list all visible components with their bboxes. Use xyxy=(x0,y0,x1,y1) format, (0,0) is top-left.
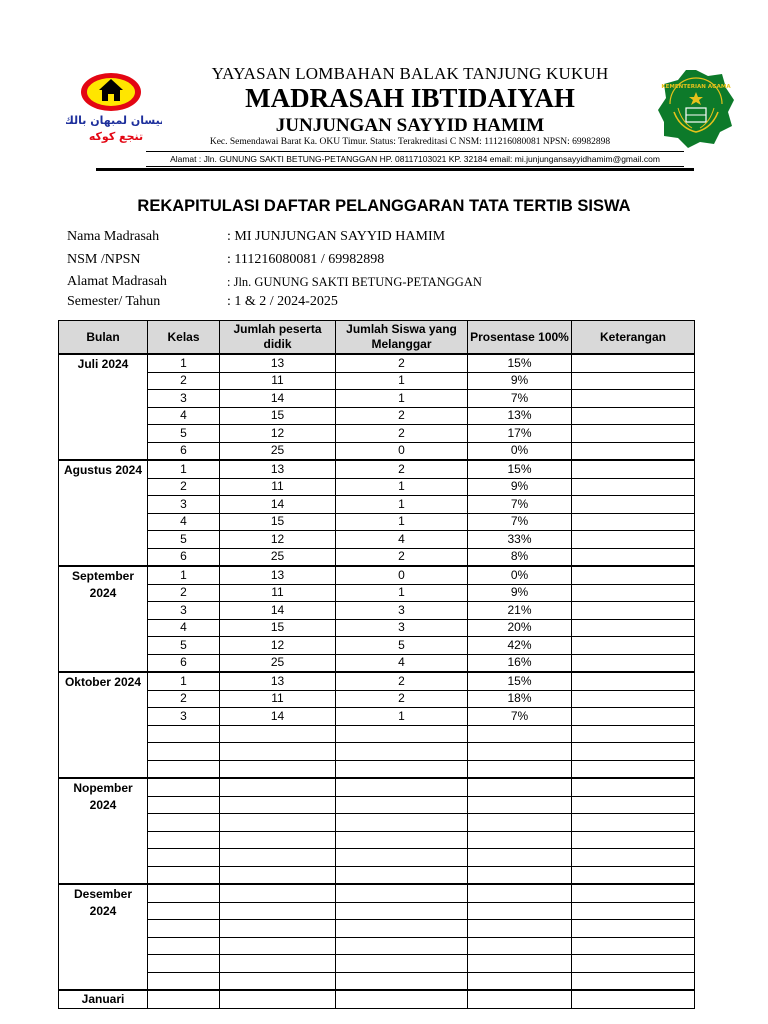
cell-jumlah-melanggar: 1 xyxy=(336,584,468,602)
cell-keterangan xyxy=(572,866,695,884)
cell-jumlah-melanggar: 1 xyxy=(336,708,468,726)
cell-jumlah-peserta: 11 xyxy=(220,690,336,708)
cell-keterangan xyxy=(572,548,695,566)
cell-bulan: Nopember 2024 xyxy=(59,778,148,884)
cell-prosentase: 7% xyxy=(468,708,572,726)
table-row xyxy=(59,690,695,708)
info-label: Semester/ Tahun xyxy=(67,294,161,309)
cell-jumlah-peserta: 12 xyxy=(220,637,336,655)
cell-keterangan xyxy=(572,654,695,672)
cell-jumlah-melanggar: 1 xyxy=(336,513,468,531)
cell-keterangan xyxy=(572,778,695,796)
school-name: JUNJUNGAN SAYYID HAMIM xyxy=(275,115,545,136)
cell-jumlah-peserta xyxy=(220,937,336,955)
cell-jumlah-melanggar: 3 xyxy=(336,602,468,620)
cell-jumlah-melanggar: 2 xyxy=(336,548,468,566)
cell-jumlah-melanggar: 4 xyxy=(336,531,468,549)
table-row xyxy=(59,407,695,425)
cell-jumlah-peserta: 15 xyxy=(220,619,336,637)
cell-jumlah-melanggar: 1 xyxy=(336,478,468,496)
cell-kelas xyxy=(148,814,220,832)
cell-jumlah-melanggar xyxy=(336,990,468,1008)
table-row xyxy=(59,637,695,655)
cell-jumlah-peserta: 25 xyxy=(220,442,336,460)
cell-keterangan xyxy=(572,372,695,390)
cell-jumlah-peserta xyxy=(220,920,336,938)
cell-kelas xyxy=(148,990,220,1008)
table-row xyxy=(59,814,695,832)
col-header-prosentase: Prosentase 100% xyxy=(468,321,572,355)
cell-jumlah-peserta: 13 xyxy=(220,566,336,584)
cell-jumlah-peserta: 13 xyxy=(220,460,336,478)
cell-keterangan xyxy=(572,354,695,372)
cell-jumlah-peserta: 12 xyxy=(220,531,336,549)
cell-jumlah-peserta xyxy=(220,778,336,796)
table-row xyxy=(59,831,695,849)
cell-kelas: 1 xyxy=(148,672,220,690)
cell-prosentase xyxy=(468,814,572,832)
cell-prosentase: 42% xyxy=(468,637,572,655)
cell-jumlah-melanggar: 2 xyxy=(336,407,468,425)
cell-prosentase: 8% xyxy=(468,548,572,566)
cell-prosentase xyxy=(468,725,572,743)
cell-kelas: 3 xyxy=(148,602,220,620)
cell-prosentase xyxy=(468,990,572,1008)
cell-prosentase: 9% xyxy=(468,478,572,496)
cell-jumlah-peserta: 14 xyxy=(220,602,336,620)
cell-jumlah-peserta xyxy=(220,866,336,884)
table-row xyxy=(59,725,695,743)
cell-jumlah-peserta xyxy=(220,955,336,973)
col-header-keterangan: Keterangan xyxy=(572,321,695,355)
cell-keterangan xyxy=(572,496,695,514)
cell-keterangan xyxy=(572,796,695,814)
table-row xyxy=(59,849,695,867)
cell-keterangan xyxy=(572,760,695,778)
table-row xyxy=(59,796,695,814)
table-row xyxy=(59,866,695,884)
table-row xyxy=(59,442,695,460)
table-row xyxy=(59,778,695,796)
cell-prosentase xyxy=(468,866,572,884)
cell-jumlah-peserta: 12 xyxy=(220,425,336,443)
cell-jumlah-peserta xyxy=(220,849,336,867)
cell-prosentase: 0% xyxy=(468,566,572,584)
cell-kelas xyxy=(148,884,220,902)
table-row xyxy=(59,354,695,372)
cell-bulan: Juli 2024 xyxy=(59,354,148,460)
cell-jumlah-melanggar xyxy=(336,760,468,778)
cell-jumlah-melanggar xyxy=(336,831,468,849)
cell-kelas: 6 xyxy=(148,654,220,672)
cell-jumlah-peserta xyxy=(220,725,336,743)
cell-prosentase: 9% xyxy=(468,584,572,602)
cell-kelas: 4 xyxy=(148,619,220,637)
cell-kelas xyxy=(148,972,220,990)
cell-jumlah-melanggar xyxy=(336,778,468,796)
table-row xyxy=(59,902,695,920)
cell-jumlah-melanggar xyxy=(336,884,468,902)
table-row xyxy=(59,566,695,584)
cell-prosentase: 33% xyxy=(468,531,572,549)
cell-jumlah-melanggar xyxy=(336,866,468,884)
violation-table xyxy=(58,320,695,1009)
table-row xyxy=(59,513,695,531)
cell-jumlah-peserta: 11 xyxy=(220,478,336,496)
table-row xyxy=(59,920,695,938)
cell-kelas xyxy=(148,955,220,973)
cell-prosentase: 15% xyxy=(468,354,572,372)
cell-jumlah-peserta: 14 xyxy=(220,708,336,726)
cell-keterangan xyxy=(572,442,695,460)
cell-jumlah-melanggar: 2 xyxy=(336,425,468,443)
cell-jumlah-peserta: 14 xyxy=(220,496,336,514)
cell-jumlah-peserta: 25 xyxy=(220,548,336,566)
cell-keterangan xyxy=(572,884,695,902)
cell-jumlah-melanggar: 2 xyxy=(336,672,468,690)
cell-jumlah-melanggar xyxy=(336,920,468,938)
table-body xyxy=(59,354,695,1008)
cell-kelas: 6 xyxy=(148,548,220,566)
col-header-kelas: Kelas xyxy=(148,321,220,355)
logo-arabic-line1: بيسان لمبهان بالك xyxy=(66,114,162,127)
cell-jumlah-melanggar xyxy=(336,849,468,867)
cell-jumlah-peserta: 15 xyxy=(220,513,336,531)
table-row xyxy=(59,478,695,496)
cell-keterangan xyxy=(572,831,695,849)
cell-jumlah-peserta: 25 xyxy=(220,654,336,672)
cell-jumlah-peserta xyxy=(220,831,336,849)
info-value: : Jln. GUNUNG SAKTI BETUNG-PETANGGAN xyxy=(227,275,482,289)
cell-prosentase: 13% xyxy=(468,407,572,425)
cell-keterangan xyxy=(572,708,695,726)
table-row xyxy=(59,548,695,566)
cell-jumlah-peserta: 11 xyxy=(220,372,336,390)
cell-jumlah-melanggar: 5 xyxy=(336,637,468,655)
cell-kelas: 4 xyxy=(148,513,220,531)
cell-keterangan xyxy=(572,407,695,425)
table-row xyxy=(59,425,695,443)
table-row xyxy=(59,937,695,955)
cell-jumlah-peserta: 15 xyxy=(220,407,336,425)
cell-jumlah-melanggar xyxy=(336,937,468,955)
cell-kelas xyxy=(148,831,220,849)
table-row xyxy=(59,584,695,602)
cell-keterangan xyxy=(572,425,695,443)
cell-keterangan xyxy=(572,672,695,690)
cell-keterangan xyxy=(572,390,695,408)
cell-prosentase xyxy=(468,743,572,761)
cell-prosentase: 20% xyxy=(468,619,572,637)
cell-bulan: Desember 2024 xyxy=(59,884,148,990)
info-value: : MI JUNJUNGAN SAYYID HAMIM xyxy=(227,229,446,244)
cell-prosentase xyxy=(468,902,572,920)
logo-kemenag-text: KEMENTERIAN AGAMA xyxy=(661,84,731,90)
col-header-bulan: Bulan xyxy=(59,321,148,355)
cell-prosentase xyxy=(468,796,572,814)
cell-kelas xyxy=(148,937,220,955)
cell-jumlah-melanggar: 0 xyxy=(336,566,468,584)
col-header-jumlah-peserta: Jumlah peserta didik xyxy=(220,321,336,355)
cell-prosentase: 21% xyxy=(468,602,572,620)
cell-jumlah-melanggar: 1 xyxy=(336,372,468,390)
header-divider xyxy=(96,168,694,171)
cell-keterangan xyxy=(572,478,695,496)
cell-bulan: Agustus 2024 xyxy=(59,460,148,566)
cell-jumlah-melanggar: 2 xyxy=(336,460,468,478)
cell-jumlah-melanggar: 2 xyxy=(336,354,468,372)
cell-prosentase: 9% xyxy=(468,372,572,390)
cell-kelas: 2 xyxy=(148,478,220,496)
cell-keterangan xyxy=(572,531,695,549)
foundation-name: YAYASAN LOMBAHAN BALAK TANJUNG KUKUH xyxy=(211,64,609,83)
cell-kelas: 2 xyxy=(148,372,220,390)
cell-prosentase xyxy=(468,778,572,796)
table-row xyxy=(59,531,695,549)
cell-keterangan xyxy=(572,972,695,990)
cell-bulan: September 2024 xyxy=(59,566,148,672)
school-details: Kec. Semendawai Barat Ka. OKU Timur. Status: Terakreditasi C NSM: 111216080081 NPSN: 69982898 xyxy=(209,137,611,147)
cell-prosentase xyxy=(468,955,572,973)
cell-kelas xyxy=(148,796,220,814)
cell-kelas xyxy=(148,743,220,761)
table-row xyxy=(59,884,695,902)
cell-prosentase xyxy=(468,884,572,902)
info-value: : 111216080081 / 69982898 xyxy=(227,252,385,267)
info-label: NSM /NPSN xyxy=(67,252,141,267)
cell-kelas: 5 xyxy=(148,531,220,549)
cell-keterangan xyxy=(572,725,695,743)
table-row xyxy=(59,760,695,778)
table-row xyxy=(59,654,695,672)
cell-keterangan xyxy=(572,920,695,938)
table-row xyxy=(59,602,695,620)
cell-keterangan xyxy=(572,460,695,478)
cell-jumlah-peserta xyxy=(220,743,336,761)
cell-keterangan xyxy=(572,619,695,637)
cell-keterangan xyxy=(572,690,695,708)
cell-kelas xyxy=(148,866,220,884)
info-label: Nama Madrasah xyxy=(67,229,160,244)
cell-jumlah-peserta xyxy=(220,884,336,902)
kemenag-logo xyxy=(656,68,736,150)
cell-prosentase: 7% xyxy=(468,390,572,408)
school-address: Alamat : Jln. GUNUNG SAKTI BETUNG-PETANGGAN HP. 08117103021 KP. 32184 email: mi.junjungansayyidhamim@gmail.com xyxy=(146,151,684,167)
table-row xyxy=(59,972,695,990)
cell-keterangan xyxy=(572,955,695,973)
yayasan-logo xyxy=(66,70,162,146)
cell-kelas: 5 xyxy=(148,425,220,443)
cell-kelas: 2 xyxy=(148,690,220,708)
table-row xyxy=(59,372,695,390)
cell-keterangan xyxy=(572,902,695,920)
cell-keterangan xyxy=(572,814,695,832)
cell-kelas xyxy=(148,760,220,778)
cell-jumlah-melanggar xyxy=(336,743,468,761)
cell-jumlah-melanggar xyxy=(336,796,468,814)
table-header-row xyxy=(59,321,695,355)
cell-prosentase xyxy=(468,920,572,938)
cell-prosentase: 0% xyxy=(468,442,572,460)
cell-prosentase xyxy=(468,937,572,955)
cell-jumlah-melanggar: 1 xyxy=(336,496,468,514)
cell-jumlah-peserta xyxy=(220,972,336,990)
cell-jumlah-peserta: 13 xyxy=(220,672,336,690)
info-label: Alamat Madrasah xyxy=(67,274,167,289)
cell-kelas xyxy=(148,849,220,867)
cell-prosentase: 18% xyxy=(468,690,572,708)
cell-jumlah-melanggar xyxy=(336,814,468,832)
cell-keterangan xyxy=(572,743,695,761)
cell-jumlah-melanggar xyxy=(336,902,468,920)
cell-kelas: 6 xyxy=(148,442,220,460)
cell-prosentase xyxy=(468,849,572,867)
info-value: : 1 & 2 / 2024-2025 xyxy=(227,294,338,309)
table-row xyxy=(59,460,695,478)
cell-kelas: 3 xyxy=(148,390,220,408)
cell-keterangan xyxy=(572,566,695,584)
cell-prosentase: 15% xyxy=(468,460,572,478)
table-row xyxy=(59,672,695,690)
table-row xyxy=(59,955,695,973)
cell-keterangan xyxy=(572,990,695,1008)
cell-keterangan xyxy=(572,513,695,531)
cell-jumlah-peserta: 13 xyxy=(220,354,336,372)
cell-kelas: 1 xyxy=(148,354,220,372)
cell-keterangan xyxy=(572,584,695,602)
cell-jumlah-melanggar: 1 xyxy=(336,390,468,408)
cell-kelas: 4 xyxy=(148,407,220,425)
cell-jumlah-peserta xyxy=(220,990,336,1008)
cell-keterangan xyxy=(572,602,695,620)
cell-kelas xyxy=(148,778,220,796)
cell-kelas xyxy=(148,920,220,938)
cell-kelas: 5 xyxy=(148,637,220,655)
cell-jumlah-melanggar: 0 xyxy=(336,442,468,460)
cell-prosentase: 15% xyxy=(468,672,572,690)
cell-jumlah-melanggar xyxy=(336,955,468,973)
cell-jumlah-melanggar xyxy=(336,725,468,743)
cell-prosentase xyxy=(468,972,572,990)
table-row xyxy=(59,990,695,1008)
cell-jumlah-peserta: 11 xyxy=(220,584,336,602)
cell-prosentase: 7% xyxy=(468,513,572,531)
cell-jumlah-peserta xyxy=(220,796,336,814)
cell-keterangan xyxy=(572,849,695,867)
cell-keterangan xyxy=(572,937,695,955)
cell-prosentase: 17% xyxy=(468,425,572,443)
table-row xyxy=(59,496,695,514)
cell-jumlah-melanggar xyxy=(336,972,468,990)
cell-kelas: 3 xyxy=(148,708,220,726)
cell-jumlah-melanggar: 3 xyxy=(336,619,468,637)
cell-jumlah-melanggar: 4 xyxy=(336,654,468,672)
cell-jumlah-peserta xyxy=(220,814,336,832)
col-header-jumlah-melanggar: Jumlah Siswa yang Melanggar xyxy=(336,321,468,355)
cell-keterangan xyxy=(572,637,695,655)
cell-prosentase xyxy=(468,760,572,778)
cell-jumlah-melanggar: 2 xyxy=(336,690,468,708)
cell-prosentase: 16% xyxy=(468,654,572,672)
cell-prosentase: 7% xyxy=(468,496,572,514)
logo-arabic-line2: تنجع كوكه xyxy=(88,130,144,143)
document-title: REKAPITULASI DAFTAR PELANGGARAN TATA TERTIB SISWA xyxy=(137,197,631,215)
cell-bulan: Januari xyxy=(59,990,148,1008)
cell-jumlah-peserta xyxy=(220,902,336,920)
school-type: MADRASAH IBTIDAIYAH xyxy=(245,83,575,113)
table-row xyxy=(59,619,695,637)
table-row xyxy=(59,390,695,408)
cell-kelas xyxy=(148,725,220,743)
cell-kelas xyxy=(148,902,220,920)
cell-kelas: 1 xyxy=(148,566,220,584)
table-row xyxy=(59,743,695,761)
cell-kelas: 1 xyxy=(148,460,220,478)
cell-jumlah-peserta: 14 xyxy=(220,390,336,408)
cell-kelas: 2 xyxy=(148,584,220,602)
cell-bulan: Oktober 2024 xyxy=(59,672,148,778)
table-row xyxy=(59,708,695,726)
cell-prosentase xyxy=(468,831,572,849)
cell-jumlah-peserta xyxy=(220,760,336,778)
cell-kelas: 3 xyxy=(148,496,220,514)
